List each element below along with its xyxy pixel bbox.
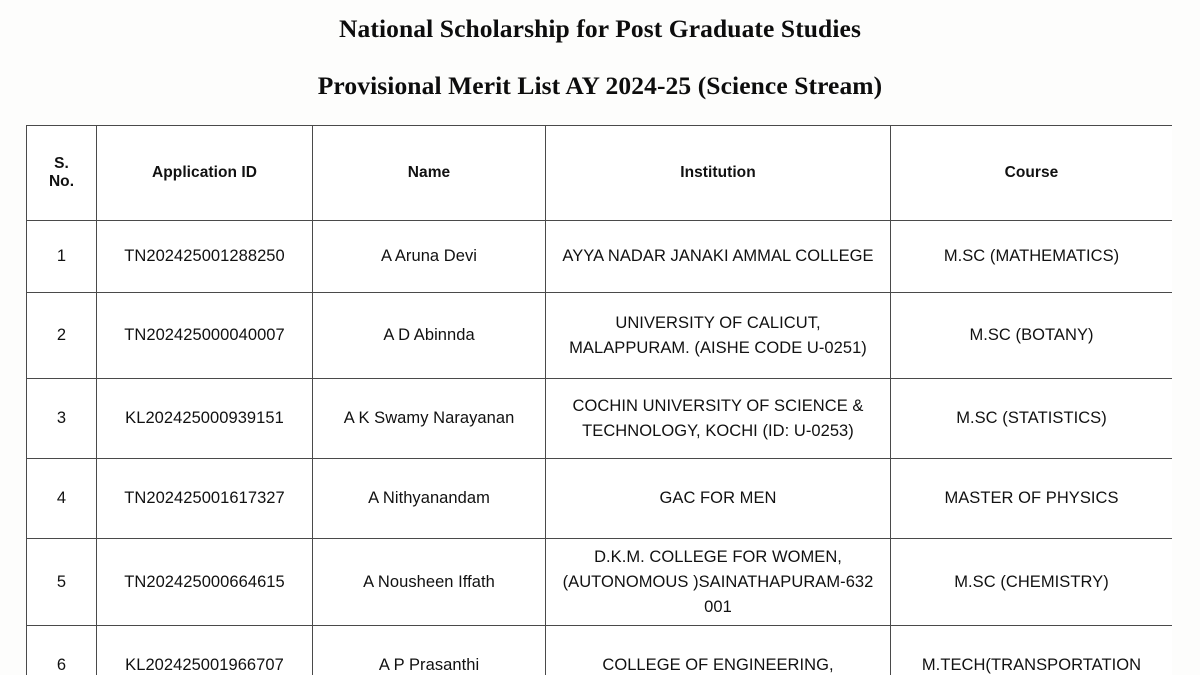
merit-list-table bbox=[26, 125, 1172, 675]
cell-course: M.SC (CHEMISTRY) bbox=[891, 539, 1173, 626]
cell-serial-number: 1 bbox=[27, 221, 97, 293]
page-subtitle: Provisional Merit List AY 2024-25 (Science Stream) bbox=[317, 71, 883, 101]
cell-institution: COCHIN UNIVERSITY OF SCIENCE & TECHNOLOGY, KOCHI (ID: U-0253) bbox=[546, 379, 891, 459]
cell-serial-number: 2 bbox=[27, 293, 97, 379]
cell-name: A Aruna Devi bbox=[313, 221, 546, 293]
table-row bbox=[27, 221, 1173, 293]
cell-institution: GAC FOR MEN bbox=[546, 459, 891, 539]
table-row bbox=[27, 293, 1173, 379]
cell-name: A P Prasanthi bbox=[313, 626, 546, 675]
cell-name: A D Abinnda bbox=[313, 293, 546, 379]
cell-course: MASTER OF PHYSICS bbox=[891, 459, 1173, 539]
cell-application-id: KL202425001966707 bbox=[97, 626, 313, 675]
cell-institution: AYYA NADAR JANAKI AMMAL COLLEGE bbox=[546, 221, 891, 293]
cell-serial-number: 4 bbox=[27, 459, 97, 539]
cell-institution: COLLEGE OF ENGINEERING, bbox=[546, 626, 891, 675]
cell-course: M.TECH(TRANSPORTATION bbox=[891, 626, 1173, 675]
column-header-course: Course bbox=[891, 126, 1173, 221]
cell-serial-number: 5 bbox=[27, 539, 97, 626]
column-header-institution: Institution bbox=[546, 126, 891, 221]
cell-course: M.SC (STATISTICS) bbox=[891, 379, 1173, 459]
cell-institution: UNIVERSITY OF CALICUT, MALAPPURAM. (AISHE CODE U-0251) bbox=[546, 293, 891, 379]
table-row bbox=[27, 459, 1173, 539]
document-header bbox=[0, 0, 1200, 101]
column-header-application-id: Application ID bbox=[97, 126, 313, 221]
table-header-row bbox=[27, 126, 1173, 221]
cell-serial-number: 6 bbox=[27, 626, 97, 675]
cell-serial-number: 3 bbox=[27, 379, 97, 459]
merit-list-table-container bbox=[26, 125, 1172, 675]
table-row bbox=[27, 626, 1173, 675]
cell-application-id: TN202425000040007 bbox=[97, 293, 313, 379]
cell-application-id: TN202425001288250 bbox=[97, 221, 313, 293]
cell-course: M.SC (BOTANY) bbox=[891, 293, 1173, 379]
cell-name: A Nousheen Iffath bbox=[313, 539, 546, 626]
column-header-name: Name bbox=[313, 126, 546, 221]
cell-institution: D.K.M. COLLEGE FOR WOMEN,(AUTONOMOUS )SAINATHAPURAM-632 001 bbox=[546, 539, 891, 626]
cell-name: A Nithyanandam bbox=[313, 459, 546, 539]
page-title: National Scholarship for Post Graduate Studies bbox=[339, 14, 861, 43]
cell-application-id: TN202425001617327 bbox=[97, 459, 313, 539]
cell-course: M.SC (MATHEMATICS) bbox=[891, 221, 1173, 293]
column-header-serial-number-line1: S. bbox=[54, 155, 69, 172]
cell-name: A K Swamy Narayanan bbox=[313, 379, 546, 459]
cell-application-id: KL202425000939151 bbox=[97, 379, 313, 459]
table-row bbox=[27, 379, 1173, 459]
table-header bbox=[27, 126, 1173, 221]
table-row bbox=[27, 539, 1173, 626]
cell-application-id: TN202425000664615 bbox=[97, 539, 313, 626]
column-header-serial-number-line2: No. bbox=[48, 173, 75, 190]
column-header-serial-number bbox=[27, 126, 97, 221]
table-body bbox=[27, 221, 1173, 675]
